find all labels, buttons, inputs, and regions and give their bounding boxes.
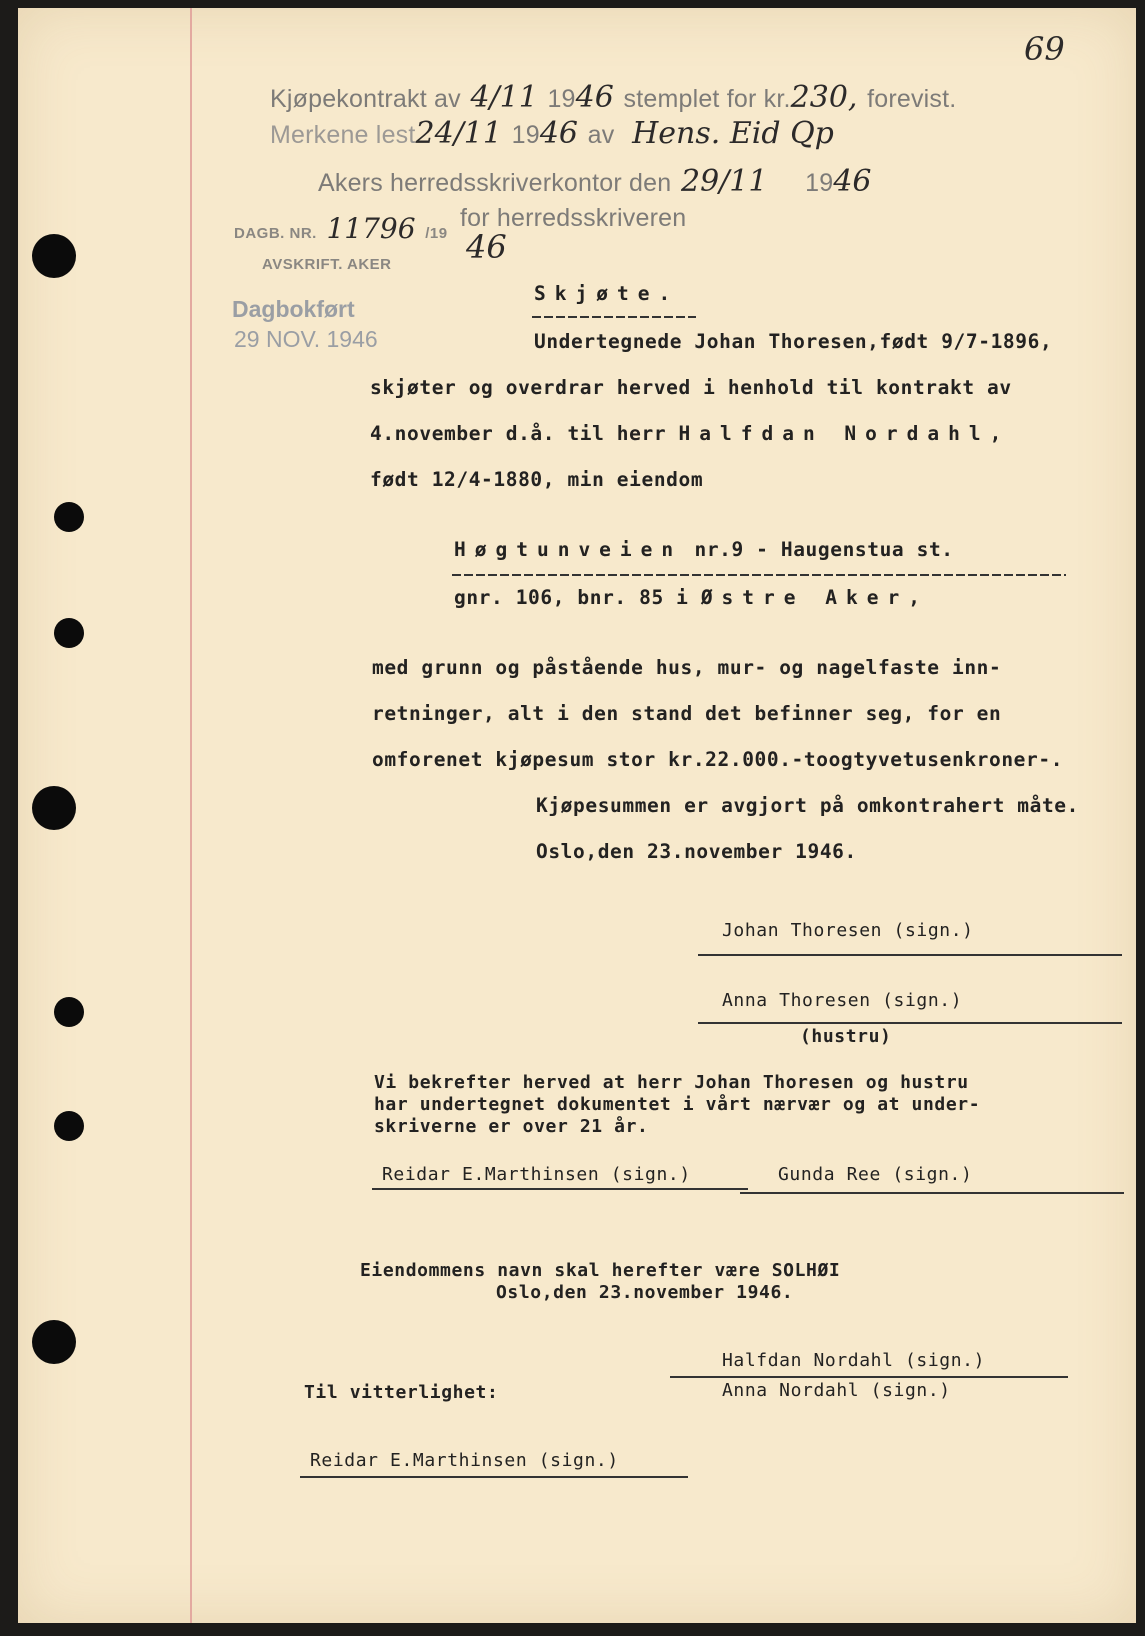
address-details: nr.9 - Haugenstua st. xyxy=(694,538,954,561)
body-line: med grunn og påstående hus, mur- og nagelfaste inn- xyxy=(372,656,1002,679)
header-text: forevist. xyxy=(867,85,957,113)
margin-line xyxy=(190,8,192,1623)
buyer-signature: Anna Nordahl (sign.) xyxy=(722,1380,951,1401)
cadastral-ref: gnr. 106, bnr. 85 i xyxy=(454,586,689,609)
municipality: Østre Aker, xyxy=(700,586,929,609)
signature-line xyxy=(698,954,1122,956)
punch-hole xyxy=(54,1111,84,1141)
dagb-number: 11796 xyxy=(326,212,416,245)
dagbokfort-date: 29 NOV. 1946 xyxy=(234,326,378,352)
vitterlighet-label: Til vitterlighet: xyxy=(304,1382,499,1403)
witness-line: skriverne er over 21 år. xyxy=(374,1116,649,1137)
buyer-name: Halfdan Nordahl, xyxy=(678,422,1011,445)
signature-line xyxy=(740,1192,1124,1194)
title-underline xyxy=(532,316,696,318)
witness-line: har undertegnet dokumentet i vårt nærvær og at under- xyxy=(374,1094,981,1115)
handwritten-date: 4/11 xyxy=(470,80,538,115)
punch-hole xyxy=(54,997,84,1027)
property-line xyxy=(454,586,929,609)
dagb-label: DAGB. NR. xyxy=(234,225,317,242)
body-line: skjøter og overdrar herved i henhold til kontrakt av xyxy=(370,376,1012,399)
punch-hole xyxy=(32,786,76,830)
header-line-1 xyxy=(270,80,956,115)
header-text: 19 xyxy=(805,169,834,197)
handwritten-year: 46 xyxy=(575,80,614,115)
signature-line xyxy=(698,1022,1122,1024)
header-text: Merkene lest xyxy=(270,121,416,149)
property-name-line: Eiendommens navn skal herefter være SOLHØI xyxy=(360,1260,841,1281)
final-witness-signature: Reidar E.Marthinsen (sign.) xyxy=(310,1450,619,1471)
punch-hole xyxy=(32,234,76,278)
document-title: Skjøte. xyxy=(534,282,680,305)
witness-signature: Gunda Ree (sign.) xyxy=(778,1164,973,1185)
seller-signature: Johan Thoresen (sign.) xyxy=(722,920,974,941)
body-line xyxy=(370,422,1010,445)
header-line-3 xyxy=(318,164,872,199)
handwritten-date: 29/11 xyxy=(681,164,768,199)
page-number: 69 xyxy=(1024,30,1065,68)
dagb-sep: /19 xyxy=(425,225,448,242)
handwritten-amount: 230, xyxy=(790,80,858,115)
body-line: omforenet kjøpesum stor kr.22.000.-toogtyvetusenkroner-. xyxy=(372,748,1064,771)
body-line: retninger, alt i den stand det befinner seg, for en xyxy=(372,702,1002,725)
header-text: Akers herredsskriverkontor den xyxy=(318,169,672,197)
buyer-signature: Halfdan Nordahl (sign.) xyxy=(722,1350,986,1371)
header-text: 19 xyxy=(547,85,576,113)
street-name: Høgtunveien xyxy=(454,538,683,561)
property-name-date: Oslo,den 23.november 1946. xyxy=(496,1282,794,1303)
dagb-year: 46 xyxy=(466,228,507,266)
property-line xyxy=(454,538,954,561)
header-text: Kjøpekontrakt av xyxy=(270,85,461,113)
header-text: stemplet for kr. xyxy=(623,85,791,113)
punch-hole xyxy=(32,1320,76,1364)
handwritten-year: 46 xyxy=(833,164,872,199)
dagbokfort-stamp: Dagbokført xyxy=(232,296,355,322)
punch-hole xyxy=(54,502,84,532)
signature-note: (hustru) xyxy=(800,1026,892,1047)
avskrift-stamp: AVSKRIFT. AKER xyxy=(262,256,392,273)
property-underline xyxy=(452,574,1066,576)
body-line: Oslo,den 23.november 1946. xyxy=(536,840,857,863)
handwritten-date: 24/11 xyxy=(415,116,502,151)
handwritten-year: 46 xyxy=(539,116,579,151)
header-line-4: for herredsskriveren xyxy=(460,204,687,232)
witness-signature: Reidar E.Marthinsen (sign.) xyxy=(382,1164,691,1185)
header-text: 19 xyxy=(511,121,540,149)
signature-line xyxy=(372,1188,748,1190)
body-line: Kjøpesummen er avgjort på omkontrahert måte. xyxy=(536,794,1079,817)
signature-line xyxy=(670,1376,1068,1378)
body-text: 4.november d.å. til herr xyxy=(370,422,667,445)
witness-line: Vi bekrefter herved at herr Johan Thoresen og hustru xyxy=(374,1072,969,1093)
header-line-2 xyxy=(270,116,834,151)
seller-signature: Anna Thoresen (sign.) xyxy=(722,990,963,1011)
body-line: Undertegnede Johan Thoresen,født 9/7-1896, xyxy=(534,330,1053,353)
dagb-stamp xyxy=(234,212,448,245)
header-text: av xyxy=(587,121,615,149)
punch-hole xyxy=(54,618,84,648)
signature-line xyxy=(300,1476,688,1478)
handwritten-name: Hens. Eid Qp xyxy=(632,116,834,151)
body-line: født 12/4-1880, min eiendom xyxy=(370,468,704,491)
